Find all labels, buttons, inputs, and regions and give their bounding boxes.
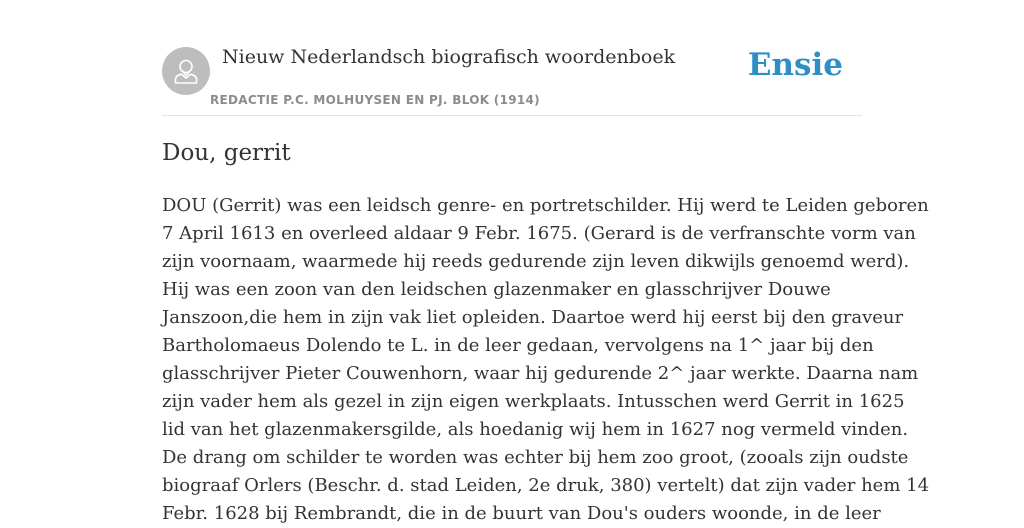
body-line: Febr. 1628 bij Rembrandt, die in de buurt van Dou's ouders woonde, in de leer (162, 503, 881, 524)
body-line: 7 April 1613 en overleed aldaar 9 Febr. 1675. (Gerard is de verfranschte vorm van (162, 223, 916, 244)
author-avatar[interactable] (162, 47, 210, 95)
user-silhouette-icon (173, 57, 199, 85)
book-title[interactable]: Nieuw Nederlandsch biografisch woordenboek (222, 46, 676, 68)
body-line: Janszoon,die hem in zijn vak liet opleiden. Daartoe werd hij eerst bij den graveur (162, 307, 904, 328)
book-subtitle: REDACTIE P.C. MOLHUYSEN EN PJ. BLOK (1914) (210, 93, 540, 107)
body-line: DOU (Gerrit) was een leidsch genre- en portretschilder. Hij werd te Leiden geboren (162, 195, 929, 216)
body-line: De drang om schilder te worden was echter bij hem zoo groot, (zooals zijn oudste (162, 447, 909, 468)
header (162, 0, 862, 116)
body-line: Hij was een zoon van den leidschen glazenmaker en glasschrijver Douwe (162, 279, 831, 300)
body-line: lid van het glazenmakersgilde, als hoedanig wij hem in 1627 nog vermeld vinden. (162, 419, 909, 440)
body-line: zijn vader hem als gezel in zijn eigen werkplaats. Intusschen werd Gerrit in 1625 (162, 391, 905, 412)
body-line: zijn voornaam, waarmede hij reeds gedurende zijn leven dikwijls genoemd werd). (162, 251, 910, 272)
entry-body (162, 192, 930, 528)
entry-title: Dou, gerrit (162, 140, 291, 166)
body-line: Bartholomaeus Dolendo te L. in de leer gedaan, vervolgens na 1^ jaar bij den (162, 335, 874, 356)
ensie-logo[interactable]: Ensie (747, 47, 843, 83)
body-line: biograaf Orlers (Beschr. d. stad Leiden, 2e druk, 380) vertelt) dat zijn vader hem 14 (162, 475, 930, 496)
body-line: glasschrijver Pieter Couwenhorn, waar hij gedurende 2^ jaar werkte. Daarna nam (162, 363, 919, 384)
